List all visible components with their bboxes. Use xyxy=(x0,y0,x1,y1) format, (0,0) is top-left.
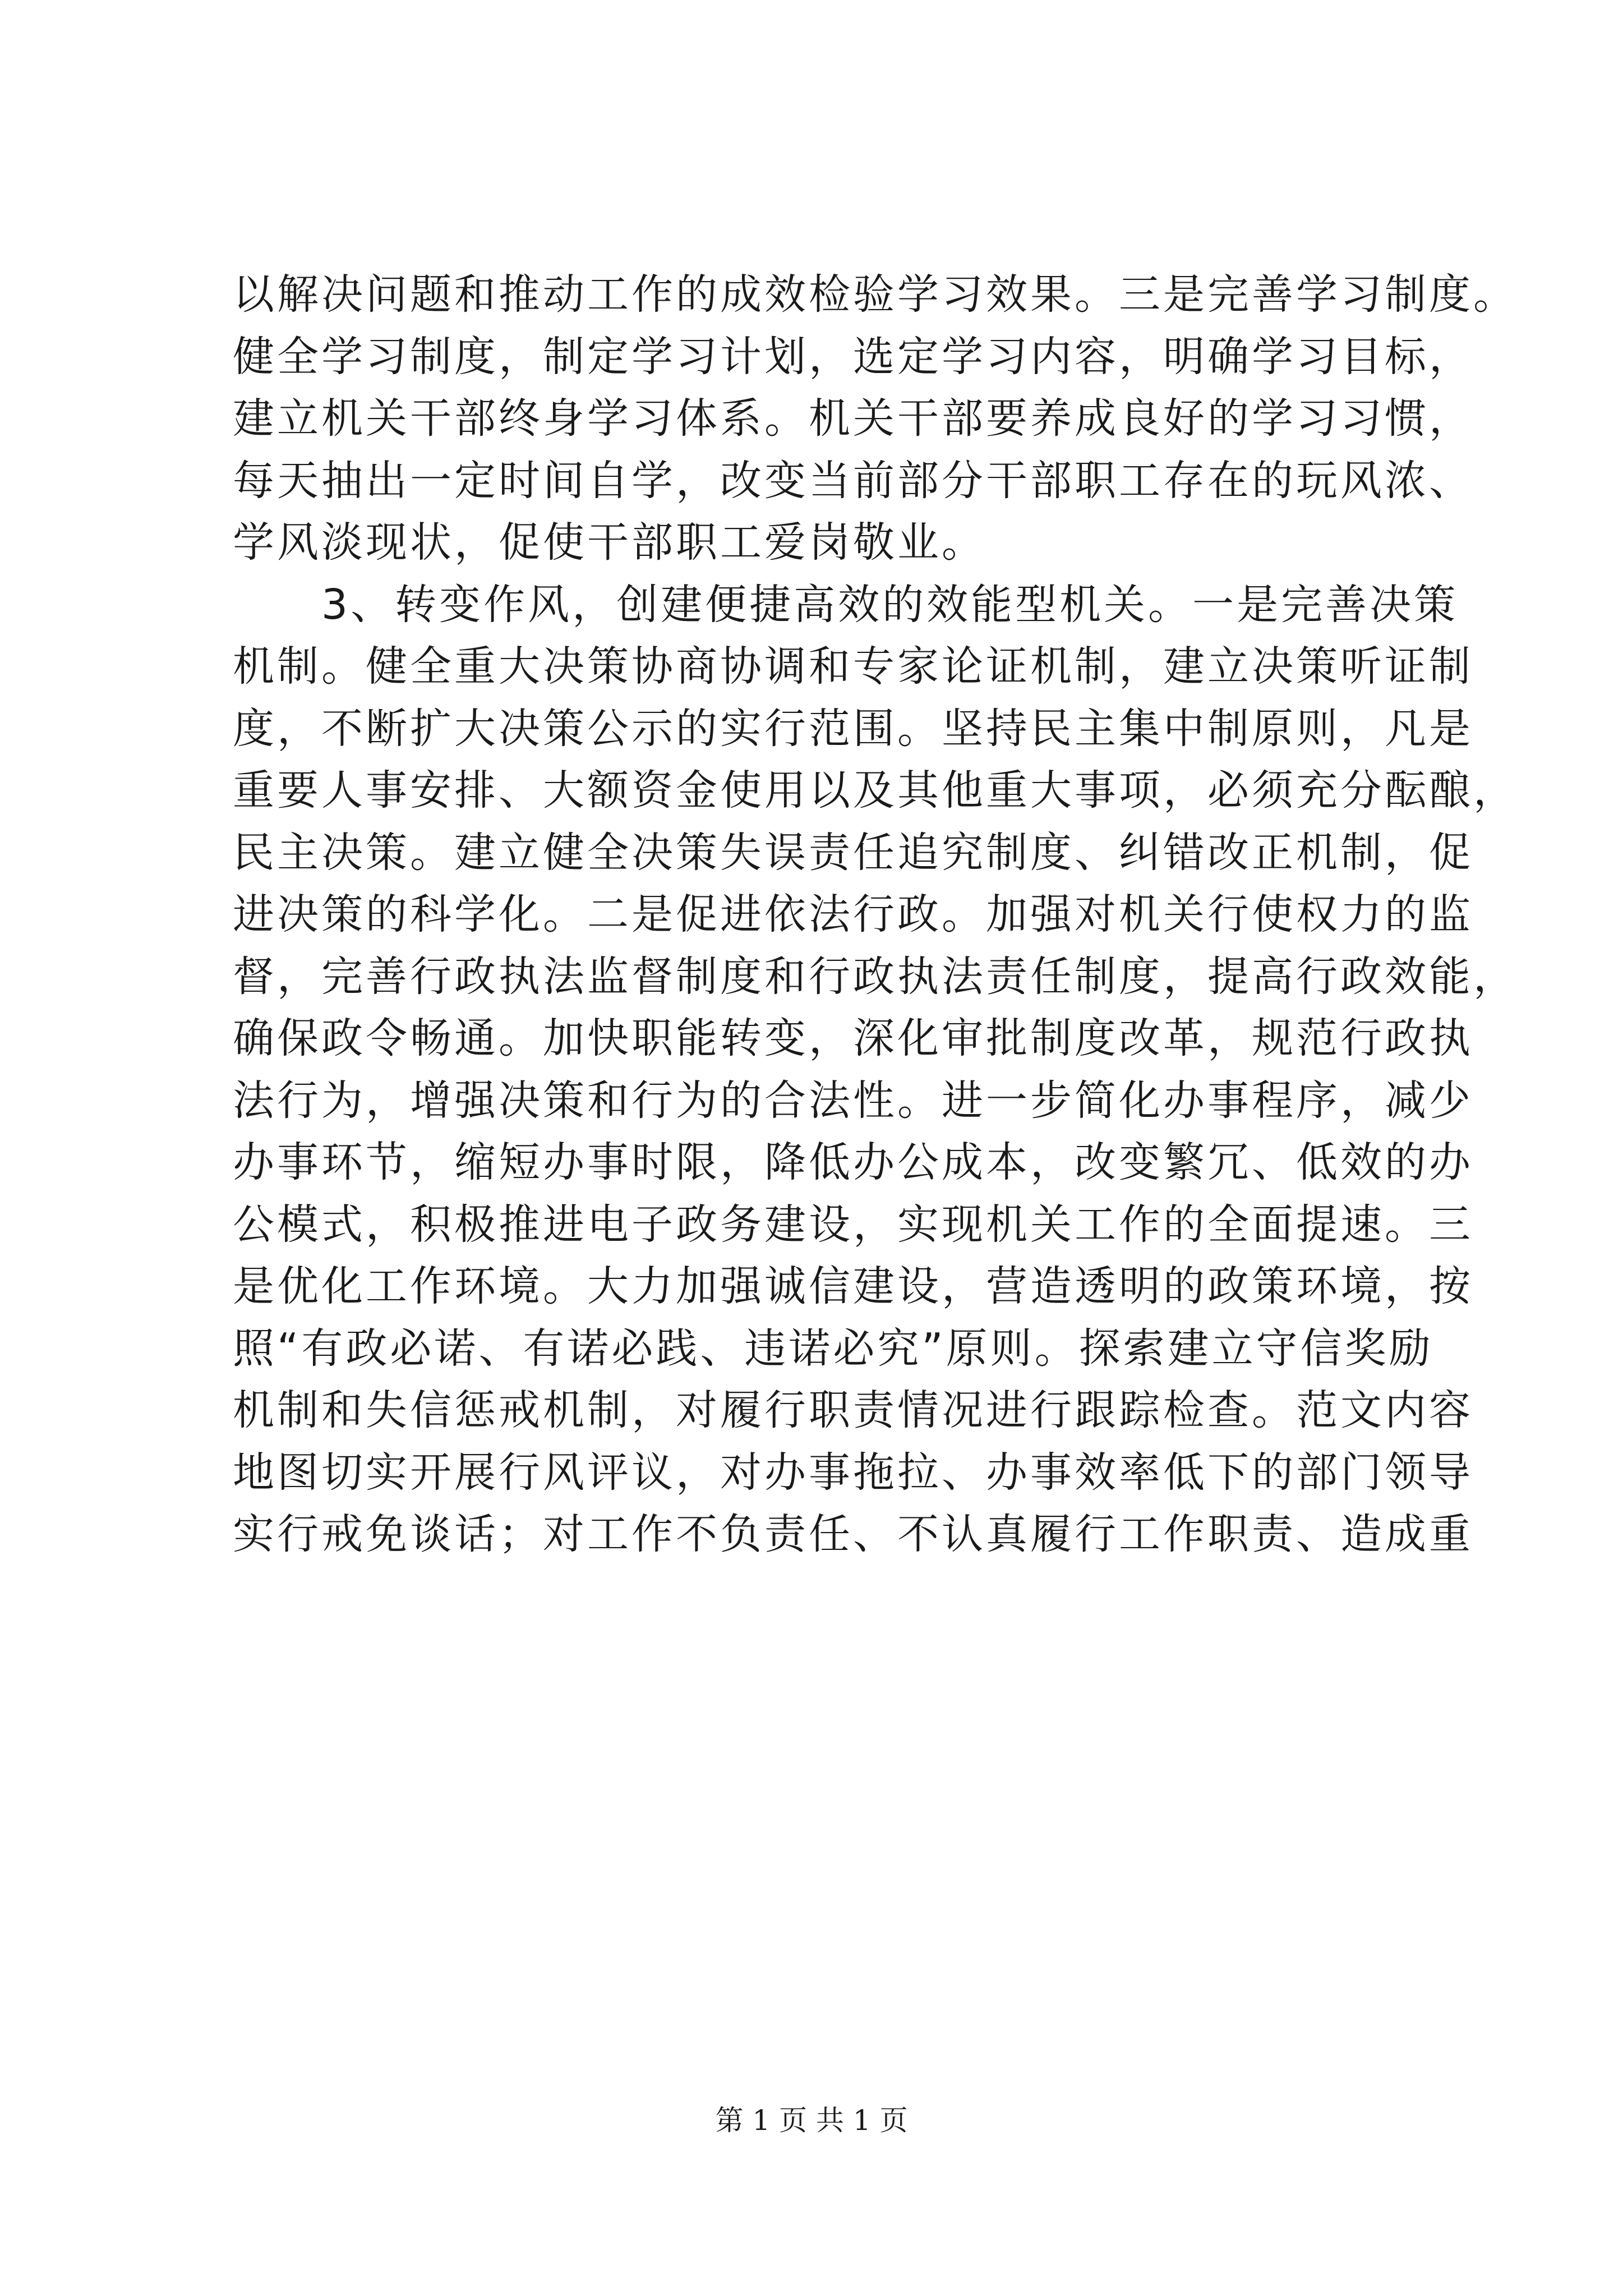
text-line: 度，不断扩大决策公示的实行范围。坚持民主集中制原则，凡是 xyxy=(233,704,1473,753)
text-line: 进决策的科学化。二是促进依法行政。加强对机关行使权力的监 xyxy=(233,890,1473,938)
text-line: 实行戒免谈话；对工作不负责任、不认真履行工作职责、造成重 xyxy=(233,1510,1473,1558)
text-line: 办事环节，缩短办事时限，降低办公成本，改变繁冗、低效的办 xyxy=(233,1138,1473,1186)
text-line: 照“有政必诺、有诺必践、违诺必究”原则。探索建立守信奖励 xyxy=(233,1324,1433,1373)
page-number-label: 第 1 页 共 1 页 xyxy=(715,2104,908,2137)
text-line: 是优化工作环境。大力加强诚信建设，营造透明的政策环境，按 xyxy=(233,1262,1473,1310)
page-footer xyxy=(0,2101,1623,2140)
text-line: 以解决问题和推动工作的成效检验学习效果。三是完善学习制度。 xyxy=(233,270,1518,319)
text-line: 地图切实开展行风评议，对办事拖拉、办事效率低下的部门领导 xyxy=(233,1448,1473,1497)
text-line: 确保政令畅通。加快职能转变，深化审批制度改革，规范行政执 xyxy=(233,1014,1473,1062)
text-line: 机制。健全重大决策协商协调和专家论证机制，建立决策听证制 xyxy=(233,642,1473,691)
text-line: 机制和失信惩戒机制，对履行职责情况进行跟踪检查。范文内容 xyxy=(233,1386,1473,1434)
text-line: 每天抽出一定时间自学，改变当前部分干部职工存在的玩风浓、 xyxy=(233,456,1473,505)
text-line: 公模式，积极推进电子政务建设，实现机关工作的全面提速。三 xyxy=(233,1200,1473,1249)
text-line: 3、转变作风，创建便捷高效的效能型机关。一是完善决策 xyxy=(233,580,1459,629)
text-line: 法行为，增强决策和行为的合法性。进一步简化办事程序，减少 xyxy=(233,1076,1473,1125)
text-line: 学风淡现状，促使干部职工爱岗敬业。 xyxy=(233,518,986,567)
text-line: 建立机关干部终身学习体系。机关干部要养成良好的学习习惯， xyxy=(233,394,1473,443)
text-line: 健全学习制度，制定学习计划，选定学习内容，明确学习目标， xyxy=(233,332,1473,381)
text-line: 民主决策。建立健全决策失误责任追究制度、纠错改正机制，促 xyxy=(233,828,1473,877)
text-line: 督，完善行政执法监督制度和行政执法责任制度，提高行政效能， xyxy=(233,952,1518,1001)
text-line: 重要人事安排、大额资金使用以及其他重大事项，必须充分酝酿， xyxy=(233,766,1518,815)
body-text xyxy=(233,264,1518,1566)
